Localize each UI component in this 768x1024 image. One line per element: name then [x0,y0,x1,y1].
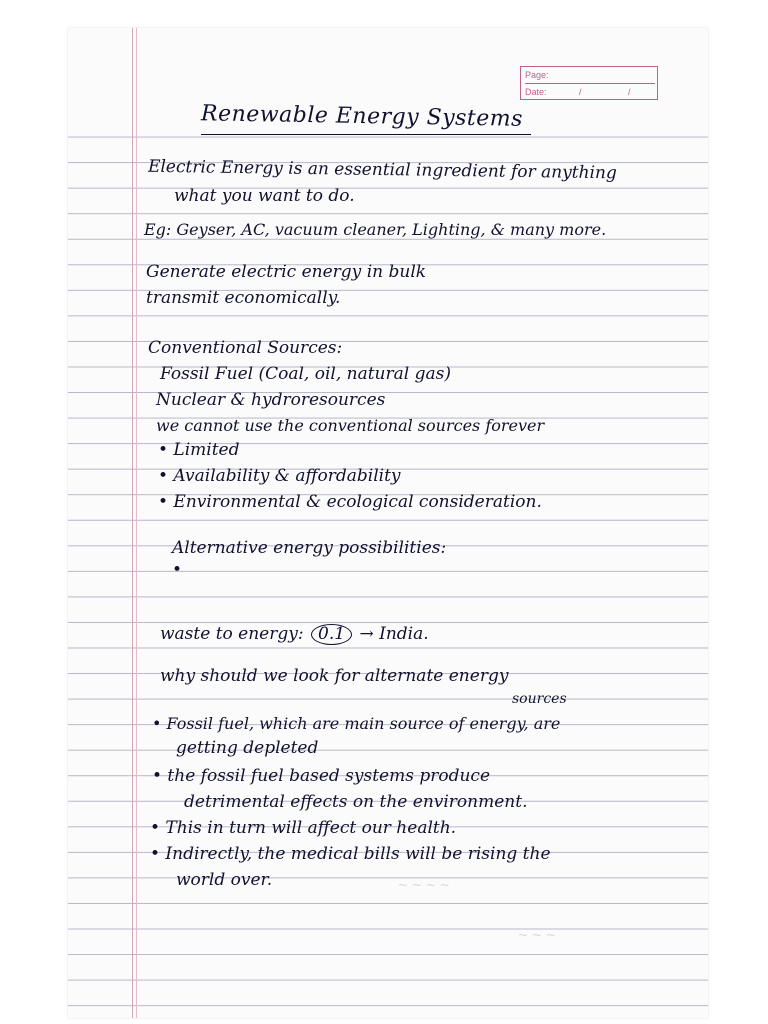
note-line: Alternative energy possibilities: [172,538,447,558]
note-line: world over. [176,870,273,890]
note-line [160,624,429,645]
bullet-item: • the fossil fuel based systems produce [152,766,491,786]
note-line: getting depleted [176,738,319,758]
note-line: why should we look for alternate energy [160,666,509,686]
circled-value: 0.1 [311,624,352,645]
note-line: Nuclear & hydroresources [156,390,386,410]
india-arrow-note: → India. [359,624,429,644]
note-line: Conventional Sources: [148,338,343,358]
title-underline [201,134,531,135]
bullet-item: • Environmental & ecological consideration. [158,492,542,512]
bullet-item: • Fossil fuel, which are main source of energy, are [152,714,561,733]
page-field: Page: [525,67,655,84]
bullet-item: • Indirectly, the medical bills will be rising the [150,844,551,864]
note-line: Eg: Geyser, AC, vacuum cleaner, Lighting, & many more. [144,220,607,239]
bleed-through-marks: ~ ~ ~ ~ [398,878,450,892]
page-date-box [520,66,658,100]
note-line: what you want to do. [174,186,355,206]
note-line: detrimental effects on the environment. [184,792,528,812]
waste-to-energy-label: waste to energy: [160,624,304,644]
margin-line [132,28,133,1018]
bullet-item: • Availability & affordability [158,466,401,486]
note-line: Generate electric energy in bulk [146,262,427,282]
notebook-page [68,28,708,1018]
date-field: Date: / / [525,87,653,97]
note-line: Fossil Fuel (Coal, oil, natural gas) [160,364,451,384]
note-line: Electric Energy is an essential ingredient for anything [147,156,617,184]
bullet-item: • Limited [158,440,240,460]
margin-line-inner [136,28,137,1018]
note-line: transmit economically. [146,288,341,308]
note-line: we cannot use the conventional sources forever [156,416,545,435]
bullet-item: • This in turn will affect our health. [150,818,457,838]
note-line: sources [512,691,567,707]
bleed-through-marks: ~ ~ ~ [518,928,556,942]
bullet-item: • [172,560,183,580]
page-title: Renewable Energy Systems [200,101,524,132]
